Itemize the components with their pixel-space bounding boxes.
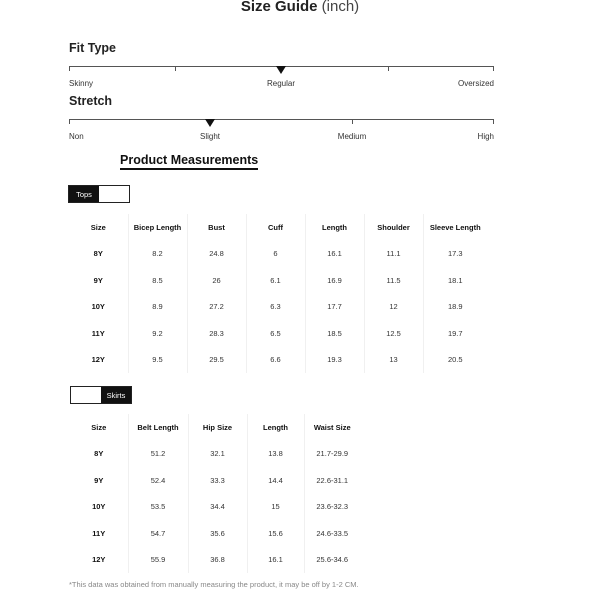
stretch-title: Stretch [69, 94, 113, 108]
stretch-label-high: High [477, 132, 494, 141]
length-cell: 16.1 [247, 547, 304, 574]
length-cell: 19.3 [305, 347, 364, 374]
stretch-tick [352, 119, 353, 124]
sleeve-cell: 20.5 [423, 347, 487, 374]
sleeve-cell: 18.9 [423, 294, 487, 321]
hip-cell: 36.8 [188, 547, 247, 574]
fit-type-tick [493, 66, 494, 71]
stretch-tick [69, 119, 70, 124]
tops-header-sleeve: Sleeve Length [423, 214, 487, 241]
fit-type-tick [175, 66, 176, 71]
stretch-label-slight: Slight [199, 132, 221, 141]
sleeve-cell: 18.1 [423, 267, 487, 294]
size-cell: 12Y [91, 355, 105, 365]
tops-toggle-empty [99, 186, 129, 202]
skirts-tab[interactable]: Skirts [101, 387, 131, 403]
skirts-header-size: Size [91, 422, 107, 432]
belt-cell: 55.9 [128, 547, 188, 574]
table-row [69, 294, 487, 321]
table-row [70, 494, 360, 521]
size-cell: 10Y [91, 302, 105, 312]
cuff-cell: 6.6 [246, 347, 305, 374]
length-cell: 14.4 [247, 467, 304, 494]
stretch-tick [493, 119, 494, 124]
footnote: *This data was obtained from manually measuring the product, it may be off by 1-2 CM. [69, 580, 359, 589]
bicep-cell: 9.5 [128, 347, 187, 374]
tops-header-cuff: Cuff [246, 214, 305, 241]
size-cell: 11Y [91, 328, 105, 338]
size-cell: 12Y [92, 555, 106, 565]
waist-cell: 22.6-31.1 [304, 467, 360, 494]
stretch-scale [69, 119, 494, 149]
product-measurements-title: Product Measurements [120, 153, 258, 170]
table-row [69, 320, 487, 347]
hip-cell: 35.6 [188, 520, 247, 547]
title-unit: (inch) [321, 0, 360, 15]
sleeve-cell: 19.7 [423, 320, 487, 347]
waist-cell: 24.6-33.5 [304, 520, 360, 547]
skirts-header-belt: Belt Length [128, 414, 188, 441]
table-row [69, 347, 487, 374]
size-cell: 8Y [93, 249, 103, 259]
bust-cell: 29.5 [187, 347, 246, 374]
bicep-cell: 9.2 [128, 320, 187, 347]
length-cell: 18.5 [305, 320, 364, 347]
skirts-toggle[interactable] [70, 386, 132, 404]
shoulder-cell: 12.5 [364, 320, 423, 347]
bust-cell: 27.2 [187, 294, 246, 321]
page-title [0, 0, 600, 15]
table-row [70, 520, 360, 547]
tops-header-row [69, 214, 487, 241]
hip-cell: 33.3 [188, 467, 247, 494]
shoulder-cell: 13 [364, 347, 423, 374]
table-row [70, 441, 360, 468]
table-row [70, 467, 360, 494]
waist-cell: 25.6-34.6 [304, 547, 360, 574]
skirts-header-hip: Hip Size [188, 414, 247, 441]
size-cell: 10Y [92, 502, 106, 512]
length-cell: 15 [247, 494, 304, 521]
tops-header-shoulder: Shoulder [364, 214, 423, 241]
fit-type-tick [388, 66, 389, 71]
stretch-label-non: Non [69, 132, 84, 141]
tops-header-size: Size [90, 222, 106, 232]
tops-header-length: Length [305, 214, 364, 241]
bicep-cell: 8.5 [128, 267, 187, 294]
tops-tab[interactable]: Tops [69, 186, 99, 202]
tops-table [69, 214, 487, 373]
belt-cell: 51.2 [128, 441, 188, 468]
fit-type-label-oversized: Oversized [457, 79, 494, 88]
size-cell: 11Y [92, 528, 106, 538]
bust-cell: 26 [187, 267, 246, 294]
fit-type-tick [69, 66, 70, 71]
length-cell: 16.1 [305, 241, 364, 268]
skirts-header-waist: Waist Size [304, 414, 360, 441]
cuff-cell: 6.3 [246, 294, 305, 321]
stretch-scale-line [69, 119, 494, 120]
cuff-cell: 6 [246, 241, 305, 268]
shoulder-cell: 12 [364, 294, 423, 321]
bicep-cell: 8.2 [128, 241, 187, 268]
skirts-toggle-empty [71, 387, 101, 403]
tops-header-bust: Bust [187, 214, 246, 241]
length-cell: 16.9 [305, 267, 364, 294]
bust-cell: 24.8 [187, 241, 246, 268]
bicep-cell: 8.9 [128, 294, 187, 321]
skirts-header-row [70, 414, 360, 441]
skirts-header-length: Length [247, 414, 304, 441]
waist-cell: 23.6-32.3 [304, 494, 360, 521]
size-cell: 9Y [93, 275, 103, 285]
belt-cell: 54.7 [128, 520, 188, 547]
fit-type-marker [276, 66, 286, 74]
sleeve-cell: 17.3 [423, 241, 487, 268]
table-row [70, 547, 360, 574]
size-cell: 9Y [94, 475, 104, 485]
shoulder-cell: 11.5 [364, 267, 423, 294]
hip-cell: 34.4 [188, 494, 247, 521]
size-cell: 8Y [94, 449, 104, 459]
length-cell: 15.6 [247, 520, 304, 547]
table-row [69, 241, 487, 268]
title-text: Size Guide [240, 0, 318, 15]
belt-cell: 52.4 [128, 467, 188, 494]
length-cell: 13.8 [247, 441, 304, 468]
skirts-table [70, 414, 360, 573]
stretch-label-medium: Medium [337, 132, 367, 141]
fit-type-label-regular: Regular [266, 79, 296, 88]
waist-cell: 21.7-29.9 [304, 441, 360, 468]
fit-type-title: Fit Type [69, 41, 116, 55]
hip-cell: 32.1 [188, 441, 247, 468]
bust-cell: 28.3 [187, 320, 246, 347]
fit-type-scale [69, 66, 494, 96]
fit-type-label-skinny: Skinny [69, 79, 94, 88]
cuff-cell: 6.5 [246, 320, 305, 347]
length-cell: 17.7 [305, 294, 364, 321]
shoulder-cell: 11.1 [364, 241, 423, 268]
tops-toggle[interactable] [68, 185, 130, 203]
belt-cell: 53.5 [128, 494, 188, 521]
stretch-marker [205, 119, 215, 127]
table-row [69, 267, 487, 294]
tops-header-bicep: Bicep Length [128, 214, 187, 241]
cuff-cell: 6.1 [246, 267, 305, 294]
